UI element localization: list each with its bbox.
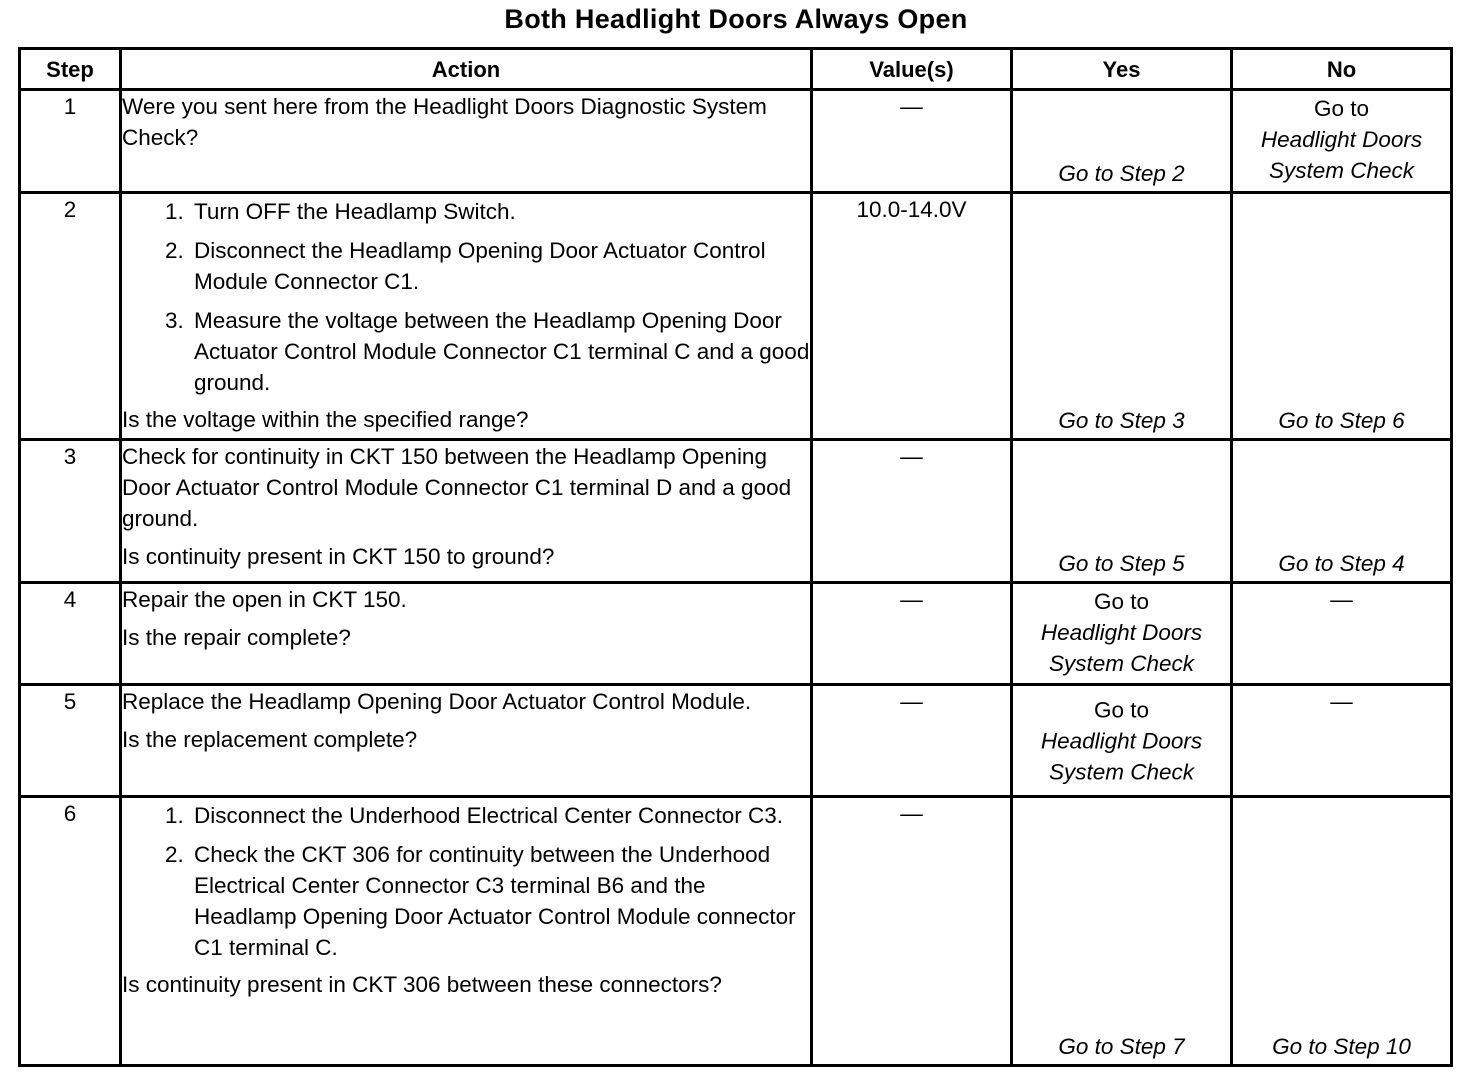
action-step: 1. Turn OFF the Headlamp Switch. [190,196,810,227]
action-cell [121,440,812,583]
link-line-2: System Check [1048,651,1195,676]
header-step: Step [20,49,121,90]
step-number: 6 [20,797,121,1066]
table-row [20,583,1452,685]
page-title: Both Headlight Doors Always Open [504,4,968,34]
yes-link[interactable] [1013,694,1230,787]
step-number: 3 [20,440,121,583]
no-cell [1232,440,1452,583]
no-link[interactable]: Go to Step 10 [1272,1034,1411,1059]
value-cell: — [812,797,1012,1066]
action-question: Is continuity present in CKT 150 to ground? [122,544,555,569]
value-cell: — [812,583,1012,685]
step-number: 1 [20,90,121,193]
action-cell [121,583,812,685]
header-no: No [1232,49,1452,90]
link-line-2: System Check [1048,759,1195,784]
action-steps [122,800,810,963]
yes-link[interactable]: Go to Step 7 [1058,1034,1185,1059]
link-line-2: System Check [1268,158,1415,183]
action-cell [121,685,812,797]
yes-link[interactable] [1013,586,1230,679]
no-link[interactable] [1233,93,1450,186]
no-cell [1232,193,1452,440]
header-action: Action [121,49,812,90]
action-step: 2. Check the CKT 306 for continuity between the Underhood Electrical Center Connector C3 terminal B6 and the Headlamp Opening Door Actuator Control Module connector C1 terminal C. [190,839,810,963]
step-number: 2 [20,193,121,440]
action-step: 1. Disconnect the Underhood Electrical Center Connector C3. [190,800,810,831]
yes-cell [1012,685,1232,797]
no-cell: — [1232,583,1452,685]
yes-cell [1012,440,1232,583]
header-values: Value(s) [812,49,1012,90]
no-link[interactable]: Go to Step 4 [1278,551,1405,576]
action-step: 2. Disconnect the Headlamp Opening Door Actuator Control Module Connector C1. [190,235,810,297]
value-cell: — [812,90,1012,193]
action-step: 3. Measure the voltage between the Headlamp Opening Door Actuator Control Module Connector C1 terminal C and a good ground. [190,305,810,398]
action-text: Were you sent here from the Headlight Doors Diagnostic System Check? [122,94,767,150]
link-line-1: Headlight Doors [1040,620,1203,645]
table-row [20,90,1452,193]
action-question: Is the voltage within the specified range? [122,407,529,432]
link-line-1: Headlight Doors [1260,127,1423,152]
action-cell [121,90,812,193]
yes-link[interactable]: Go to Step 3 [1058,408,1185,433]
no-cell [1232,90,1452,193]
action-question: Is the replacement complete? [122,727,418,752]
yes-link[interactable]: Go to Step 2 [1058,161,1185,186]
table-row [20,685,1452,797]
action-question: Is continuity present in CKT 306 between these connectors? [122,972,722,997]
yes-cell [1012,583,1232,685]
no-link[interactable]: Go to Step 6 [1278,408,1405,433]
diagnostic-table [18,47,1453,1067]
table-row [20,797,1452,1066]
step-number: 4 [20,583,121,685]
table-row [20,440,1452,583]
action-question: Is the repair complete? [122,625,351,650]
action-text: Check for continuity in CKT 150 between the Headlamp Opening Door Actuator Control Module Connector C1 terminal D and a good ground. [122,444,792,531]
yes-cell [1012,193,1232,440]
no-cell [1232,797,1452,1066]
step-number: 5 [20,685,121,797]
value-cell: — [812,685,1012,797]
link-line-1: Headlight Doors [1040,728,1203,753]
go-to-label: Go to [1093,589,1150,614]
action-text: Replace the Headlamp Opening Door Actuator Control Module. [122,689,752,714]
action-steps [122,196,810,398]
header-yes: Yes [1012,49,1232,90]
value-cell: 10.0-14.0V [812,193,1012,440]
action-cell [121,193,812,440]
value-cell: — [812,440,1012,583]
yes-cell [1012,797,1232,1066]
yes-cell [1012,90,1232,193]
no-cell: — [1232,685,1452,797]
table-row [20,193,1452,440]
go-to-label: Go to [1093,697,1150,722]
go-to-label: Go to [1313,96,1370,121]
yes-link[interactable]: Go to Step 5 [1058,551,1185,576]
header-row [20,49,1452,90]
action-cell [121,797,812,1066]
action-text: Repair the open in CKT 150. [122,587,407,612]
